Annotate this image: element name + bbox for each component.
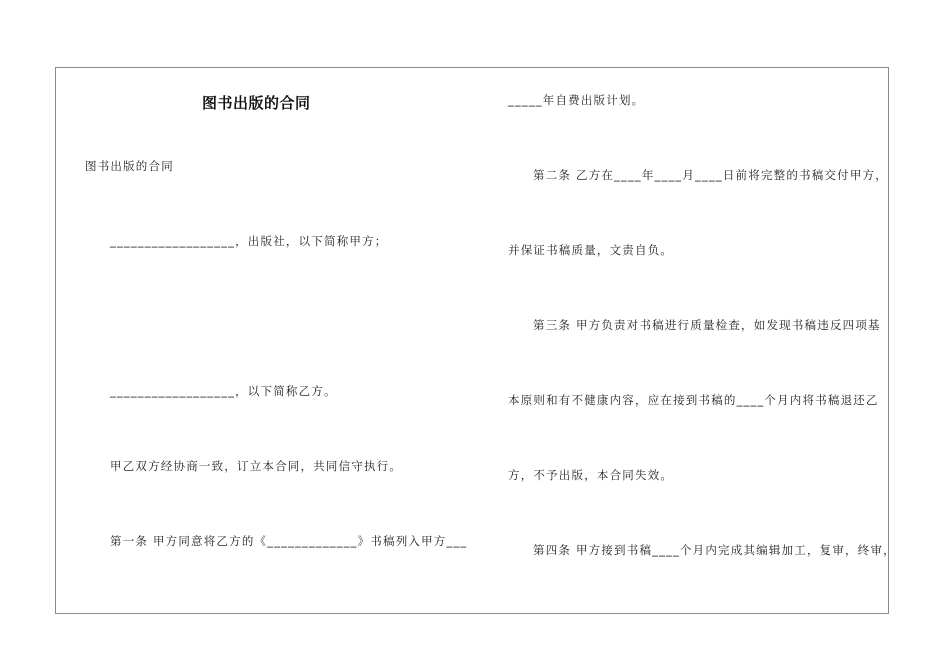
article-3-line-2: 本原则和有不健康内容，应在接到书稿的____个月内将书稿退还乙 [508, 393, 879, 407]
article-2-line-1: 第二条 乙方在____年____月____日前将完整的书稿交付甲方， [533, 168, 888, 182]
article-3-line-1: 第三条 甲方负责对书稿进行质量检查，如发现书稿违反四项基 [533, 318, 881, 332]
article-3-line-3: 方，不予出版，本合同失效。 [508, 468, 674, 482]
document-title: 图书出版的合同 [202, 94, 311, 112]
party-a-line: __________________，出版社，以下简称甲方； [110, 234, 388, 248]
article-1-line-2: _____年自费出版计划。 [508, 93, 645, 107]
article-2-line-2: 并保证书稿质量，文责自负。 [508, 243, 674, 257]
party-b-line: __________________，以下简称乙方。 [110, 384, 337, 398]
article-1-line-1: 第一条 甲方同意将乙方的《_____________》书稿列入甲方___ [110, 534, 468, 548]
document-subtitle: 图书出版的合同 [85, 159, 174, 173]
agreement-line: 甲乙双方经协商一致，订立本合同，共同信守执行。 [110, 459, 403, 473]
document-page [55, 67, 889, 614]
article-4-line-1: 第四条 甲方接到书稿____个月内完成其编辑加工，复审，终审， [533, 543, 896, 557]
